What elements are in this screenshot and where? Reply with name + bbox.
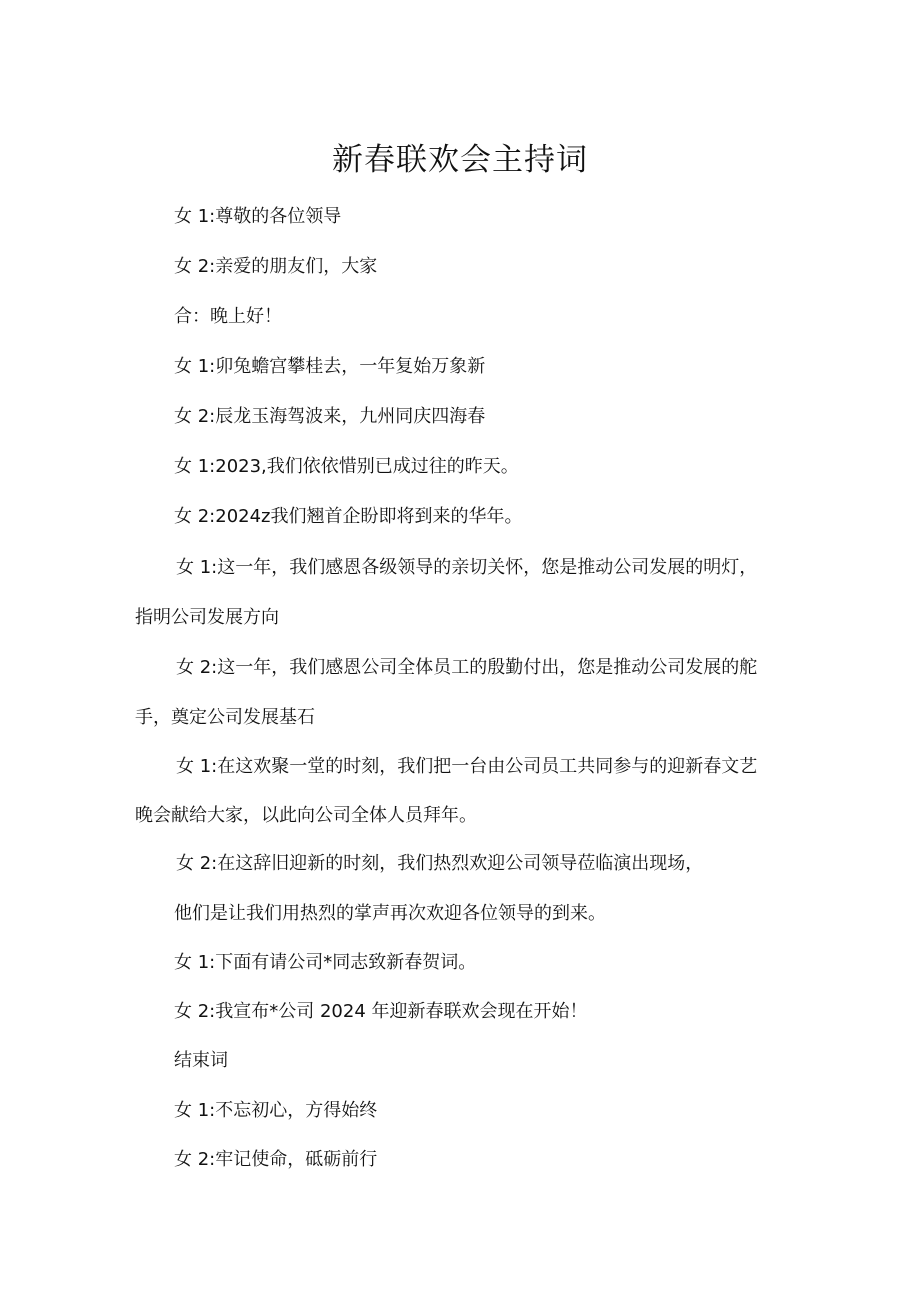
paragraph-line: 女 2:亲爱的朋友们，大家 [174,256,378,277]
paragraph-line: 女 1:在这欢聚一堂的时刻，我们把一台由公司员工共同参与的迎新春文艺 [176,756,758,777]
paragraph-line: 女 1:尊敬的各位领导 [174,206,342,227]
paragraph-line: 合：晚上好！ [174,306,282,327]
paragraph-line: 女 2:牢记使命，砥砺前行 [174,1149,378,1170]
document-title: 新春联欢会主持词 [332,142,588,178]
paragraph-line: 女 2:我宣布*公司 2024 年迎新春联欢会现在开始！ [174,1001,588,1022]
paragraph-line: 他们是让我们用热烈的掌声再次欢迎各位领导的到来。 [174,903,606,924]
paragraph-line: 女 1:2023,我们依依惜别已成过往的昨天。 [174,456,519,477]
paragraph-line: 女 1:这一年，我们感恩各级领导的亲切关怀，您是推动公司发展的明灯， [176,557,758,578]
paragraph-line: 指明公司发展方向 [135,607,279,628]
paragraph-line: 女 2:2024z我们翘首企盼即将到来的华年。 [174,506,523,527]
paragraph-line: 女 1:下面有请公司*同志致新春贺词。 [174,952,477,973]
paragraph-line: 女 2:在这辞旧迎新的时刻，我们热烈欢迎公司领导莅临演出现场， [176,853,704,874]
section-heading: 结束词 [174,1050,228,1071]
paragraph-line: 手，奠定公司发展基石 [135,707,315,728]
paragraph-line: 女 2:辰龙玉海驾波来，九州同庆四海春 [174,406,486,427]
paragraph-line: 女 2:这一年，我们感恩公司全体员工的殷勤付出，您是推动公司发展的舵 [176,657,758,678]
paragraph-line: 晚会献给大家，以此向公司全体人员拜年。 [135,805,477,826]
paragraph-line: 女 1:不忘初心，方得始终 [174,1100,378,1121]
paragraph-line: 女 1:卯兔蟾宫攀桂去，一年复始万象新 [174,356,486,377]
